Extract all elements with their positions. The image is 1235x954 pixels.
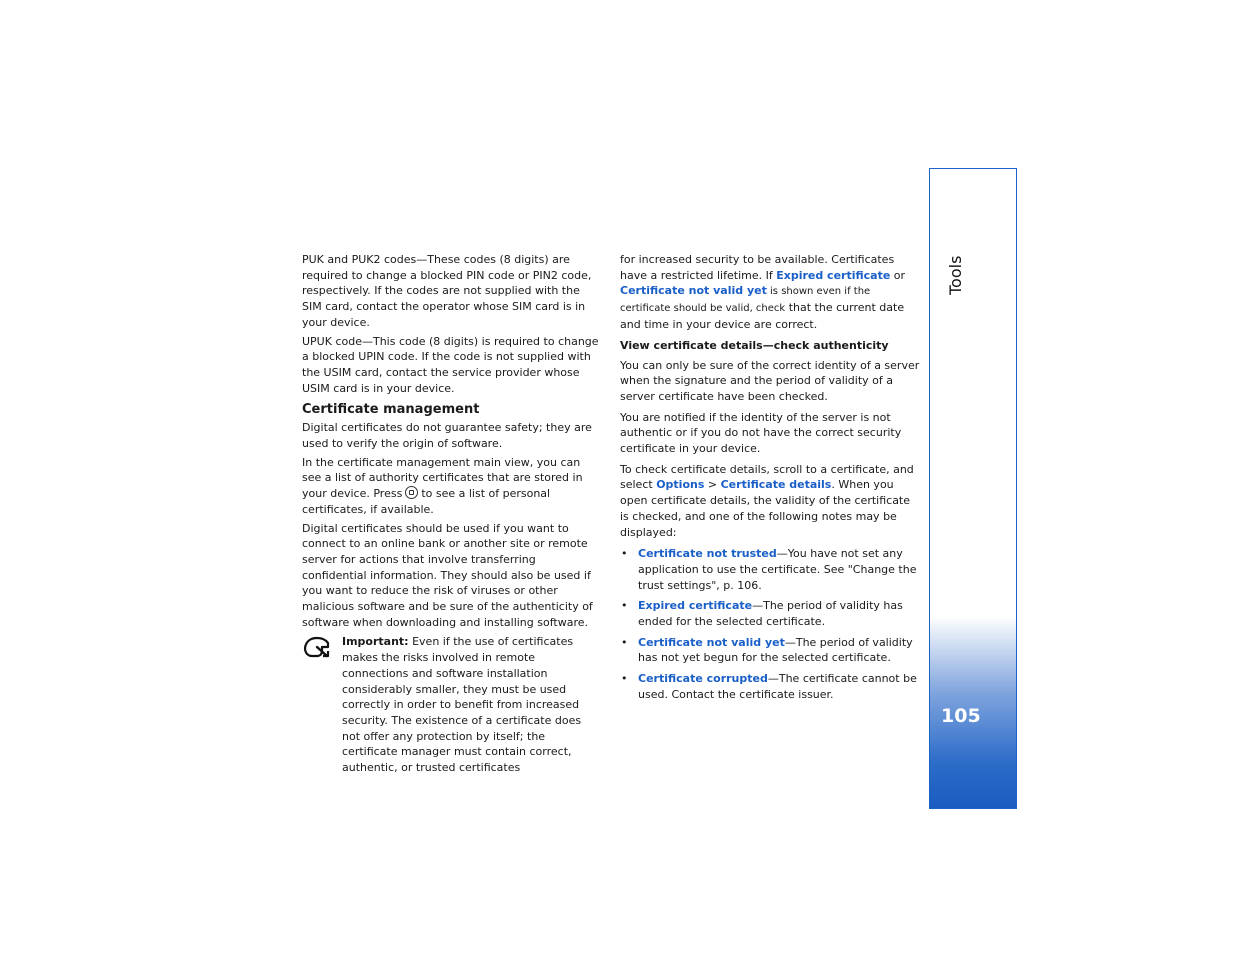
options-link: Options	[656, 478, 705, 492]
continued-paragraph	[620, 252, 920, 333]
list-item	[620, 598, 920, 629]
cert-paragraph-1: Digital certificates do not guarantee safety; they are used to verify the origin of software.	[302, 421, 592, 451]
check-gt: >	[704, 478, 721, 492]
cert-paragraph-2	[302, 455, 602, 518]
list-item	[620, 635, 920, 666]
certificate-not-valid-yet-link: Certificate not valid yet	[620, 284, 767, 298]
important-note	[302, 634, 602, 775]
bullet: •	[621, 599, 628, 613]
note-text: —The period of validity has not yet begun for the selected certificate.	[638, 635, 913, 665]
note-term: Certificate not valid yet	[638, 635, 785, 649]
bullet: •	[621, 547, 628, 561]
continued-or: or	[890, 268, 906, 282]
certificate-notes-list	[620, 546, 920, 702]
right-column	[620, 252, 920, 708]
chapter-title: Tools	[946, 255, 965, 295]
bullet: •	[621, 635, 628, 649]
important-body: Even if the use of certificates makes the risks involved in remote connections and software installation considerably smaller, they must be used correctly in order to benefit from increased security. The existence of a certificate does not offer any protection by itself; the certificate manager must contain correct, authentic, or trusted certificates	[342, 635, 582, 775]
view-paragraph-1: You can only be sure of the correct identity of a server when the signature and the period of validity of a server certificate have been checked.	[620, 358, 920, 403]
note-term: Expired certificate	[638, 599, 753, 613]
certificate-details-link: Certificate details	[720, 478, 832, 492]
important-label: Important:	[342, 635, 409, 649]
left-column	[302, 252, 602, 779]
check-details-paragraph	[620, 462, 920, 541]
view-certificate-heading: View certificate details—check authenticity	[620, 338, 889, 352]
continued-text-b: that the current date and time in your device are correct.	[620, 301, 905, 331]
continued-small-text: is shown even if the certificate should be valid, check	[620, 286, 871, 315]
note-text: —The period of validity has ended for the selected certificate.	[638, 599, 903, 629]
navigation-key-icon	[405, 486, 418, 499]
hand-pointing-icon	[302, 634, 332, 660]
cert-paragraph-2-end: to see a list of personal certificates, if available.	[302, 487, 551, 516]
cert-paragraph-2-start: In the certificate management main view, you can see a list of authority certificates that are stored in your device. Press	[302, 455, 583, 501]
check-text-b: . When you open certificate details, the validity of the certificate is checked, and one of the following notes may be displayed:	[620, 478, 911, 539]
note-term: Certificate not trusted	[638, 547, 777, 561]
important-text	[342, 634, 602, 775]
upuk-paragraph: UPUK code—This code (8 digits) is required to change a blocked UPIN code. If the code is not supplied with the USIM card, contact the service provider whose USIM card is in your device.	[302, 334, 599, 395]
cert-paragraph-3: Digital certificates should be used if you want to connect to an online bank or another site or remote server for actions that involve transferring confidential information. They should also be used if you want to reduce the risk of viruses or other malicious software and be sure of the authenticity of software when downloading and installing software.	[302, 521, 593, 629]
note-text: —You have not set any application to use the certificate. See "Change the trust settings", p. 106.	[638, 547, 917, 592]
note-term: Certificate corrupted	[638, 672, 768, 686]
bullet: •	[621, 672, 628, 686]
list-item	[620, 546, 920, 593]
check-text-a: To check certificate details, scroll to a certificate, and select	[620, 462, 914, 492]
note-text: —The certificate cannot be used. Contact the certificate issuer.	[638, 672, 917, 701]
continued-text-a: for increased security to be available. Certificates have a restricted lifetime. If	[620, 253, 895, 282]
view-paragraph-2: You are notified if the identity of the server is not authentic or if you do not have the correct security certificate in your device.	[620, 410, 902, 456]
page-number: 105	[941, 705, 981, 727]
list-item	[620, 671, 920, 702]
puk-paragraph: PUK and PUK2 codes—These codes (8 digits) are required to change a blocked PIN code or PIN2 code, respectively. If the codes are not supplied with the SIM card, contact the operator whose SIM card is in your device.	[302, 253, 592, 329]
expired-certificate-link: Expired certificate	[776, 268, 891, 282]
certificate-management-heading: Certificate management	[302, 402, 480, 418]
